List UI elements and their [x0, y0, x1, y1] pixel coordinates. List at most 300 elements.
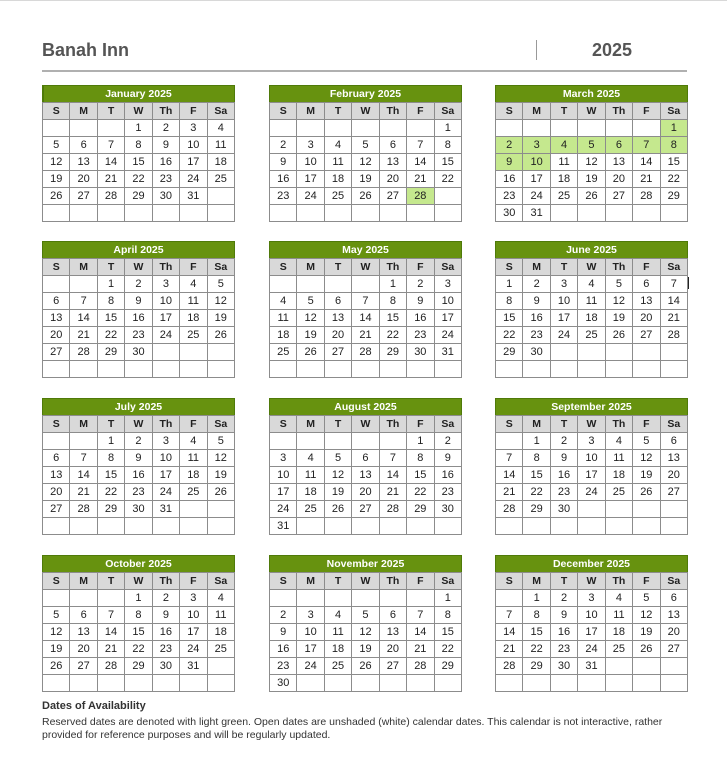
weekday-label: F	[633, 103, 660, 120]
empty-day-cell	[270, 120, 297, 137]
week-row	[496, 205, 688, 222]
weekday-label: W	[578, 259, 605, 276]
open-day-cell: 9	[152, 137, 179, 154]
week-row	[43, 344, 235, 361]
empty-day-cell	[550, 518, 577, 535]
month-title: June 2025	[495, 241, 688, 258]
empty-day-cell	[434, 675, 461, 692]
empty-day-cell	[43, 518, 70, 535]
week-row	[496, 154, 688, 171]
month-table	[42, 258, 235, 378]
open-day-cell: 6	[379, 137, 406, 154]
open-day-cell: 11	[550, 154, 577, 171]
open-day-cell: 14	[407, 624, 434, 641]
empty-day-cell	[407, 518, 434, 535]
weekday-label: S	[43, 573, 70, 590]
open-day-cell: 16	[434, 467, 461, 484]
empty-day-cell	[578, 344, 605, 361]
week-row	[496, 467, 688, 484]
month-calendar	[495, 85, 688, 222]
open-day-cell: 22	[434, 641, 461, 658]
open-day-cell: 5	[43, 137, 70, 154]
open-day-cell: 26	[352, 188, 379, 205]
open-day-cell: 13	[70, 624, 97, 641]
open-day-cell: 27	[43, 344, 70, 361]
open-day-cell: 19	[43, 641, 70, 658]
open-day-cell: 24	[578, 484, 605, 501]
empty-day-cell	[70, 433, 97, 450]
weekday-label: W	[352, 259, 379, 276]
weekday-row	[270, 573, 462, 590]
open-day-cell: 4	[207, 590, 234, 607]
open-day-cell: 15	[660, 154, 687, 171]
open-day-cell: 3	[180, 590, 207, 607]
open-day-cell: 21	[407, 171, 434, 188]
open-day-cell: 18	[578, 310, 605, 327]
open-day-cell: 31	[434, 344, 461, 361]
open-day-cell: 26	[578, 188, 605, 205]
open-day-cell: 26	[352, 658, 379, 675]
empty-day-cell	[43, 120, 70, 137]
empty-day-cell	[70, 675, 97, 692]
open-day-cell: 19	[324, 484, 351, 501]
open-day-cell: 25	[605, 484, 632, 501]
weekday-label: Th	[379, 259, 406, 276]
open-day-cell: 29	[434, 658, 461, 675]
week-row	[43, 467, 235, 484]
month-title: April 2025	[42, 241, 235, 258]
open-day-cell: 28	[660, 327, 687, 344]
open-day-cell: 2	[125, 276, 152, 293]
weekday-row	[270, 259, 462, 276]
empty-day-cell	[578, 205, 605, 222]
empty-day-cell	[633, 344, 660, 361]
open-day-cell: 12	[352, 154, 379, 171]
empty-day-cell	[324, 433, 351, 450]
open-day-cell: 11	[180, 293, 207, 310]
open-day-cell: 20	[379, 171, 406, 188]
empty-day-cell	[605, 344, 632, 361]
weekday-label: Th	[605, 573, 632, 590]
open-day-cell: 30	[523, 344, 550, 361]
open-day-cell: 29	[660, 188, 687, 205]
reserved-day-cell: 10	[523, 154, 550, 171]
open-day-cell: 4	[180, 276, 207, 293]
open-day-cell: 15	[523, 467, 550, 484]
weekday-label: S	[43, 103, 70, 120]
empty-day-cell	[324, 361, 351, 378]
weekday-label: F	[180, 103, 207, 120]
open-day-cell: 7	[70, 293, 97, 310]
empty-day-cell	[270, 361, 297, 378]
weekday-label: S	[270, 573, 297, 590]
empty-day-cell	[125, 518, 152, 535]
month-title: May 2025	[269, 241, 462, 258]
open-day-cell: 18	[324, 171, 351, 188]
open-day-cell: 18	[207, 624, 234, 641]
week-row	[43, 120, 235, 137]
open-day-cell: 8	[407, 450, 434, 467]
empty-day-cell	[407, 361, 434, 378]
open-day-cell: 12	[578, 154, 605, 171]
open-day-cell: 30	[550, 658, 577, 675]
open-day-cell: 11	[207, 607, 234, 624]
open-day-cell: 20	[352, 484, 379, 501]
weekday-label: M	[297, 103, 324, 120]
open-day-cell: 27	[605, 188, 632, 205]
week-row	[496, 310, 688, 327]
open-day-cell: 23	[270, 188, 297, 205]
open-day-cell: 29	[97, 344, 124, 361]
week-row	[496, 624, 688, 641]
weekday-label: Sa	[660, 573, 687, 590]
month-title: March 2025	[495, 85, 688, 102]
open-day-cell: 17	[578, 467, 605, 484]
empty-day-cell	[379, 518, 406, 535]
month-calendar	[269, 398, 462, 535]
weekday-label: Sa	[434, 259, 461, 276]
open-day-cell: 21	[97, 641, 124, 658]
reserved-day-cell: 4	[550, 137, 577, 154]
weekday-label: W	[125, 573, 152, 590]
open-day-cell: 13	[352, 467, 379, 484]
open-day-cell: 1	[407, 433, 434, 450]
open-day-cell: 10	[297, 624, 324, 641]
week-row	[43, 433, 235, 450]
weekday-label: Th	[605, 103, 632, 120]
weekday-label: S	[43, 259, 70, 276]
week-row	[270, 293, 462, 310]
open-day-cell: 13	[43, 467, 70, 484]
empty-day-cell	[352, 205, 379, 222]
week-row	[43, 658, 235, 675]
open-day-cell: 25	[180, 327, 207, 344]
empty-day-cell	[496, 433, 523, 450]
open-day-cell: 13	[43, 310, 70, 327]
empty-day-cell	[496, 675, 523, 692]
weekday-label: Th	[379, 573, 406, 590]
open-day-cell: 29	[97, 501, 124, 518]
week-row	[270, 450, 462, 467]
month-table	[42, 415, 235, 535]
week-row	[496, 518, 688, 535]
open-day-cell: 20	[70, 171, 97, 188]
open-day-cell: 30	[152, 188, 179, 205]
weekday-label: Sa	[207, 103, 234, 120]
weekday-label: Sa	[207, 416, 234, 433]
open-day-cell: 3	[152, 276, 179, 293]
open-day-cell: 23	[407, 327, 434, 344]
empty-day-cell	[70, 205, 97, 222]
weekday-label: F	[180, 259, 207, 276]
empty-day-cell	[97, 590, 124, 607]
month-title: December 2025	[495, 555, 688, 572]
open-day-cell: 16	[523, 310, 550, 327]
month-calendar	[495, 241, 688, 378]
empty-day-cell	[434, 361, 461, 378]
week-row	[43, 310, 235, 327]
weekday-label: M	[297, 259, 324, 276]
open-day-cell: 12	[207, 293, 234, 310]
open-day-cell: 27	[70, 658, 97, 675]
month-calendar	[495, 555, 688, 692]
empty-day-cell	[352, 590, 379, 607]
open-day-cell: 22	[407, 484, 434, 501]
empty-day-cell	[578, 361, 605, 378]
open-day-cell: 19	[207, 310, 234, 327]
weekday-label: W	[578, 573, 605, 590]
empty-day-cell	[550, 344, 577, 361]
open-day-cell: 11	[270, 310, 297, 327]
weekday-row	[43, 259, 235, 276]
week-row	[496, 641, 688, 658]
empty-day-cell	[43, 433, 70, 450]
open-day-cell: 25	[324, 188, 351, 205]
open-day-cell: 8	[434, 137, 461, 154]
open-day-cell: 31	[270, 518, 297, 535]
weekday-label: F	[633, 573, 660, 590]
open-day-cell: 5	[633, 590, 660, 607]
empty-day-cell	[125, 205, 152, 222]
open-day-cell: 7	[496, 607, 523, 624]
open-day-cell: 25	[297, 501, 324, 518]
reserved-day-cell: 5	[578, 137, 605, 154]
open-day-cell: 18	[297, 484, 324, 501]
empty-day-cell	[70, 120, 97, 137]
open-day-cell: 11	[605, 450, 632, 467]
month-calendar	[495, 398, 688, 535]
week-row	[496, 590, 688, 607]
open-day-cell: 10	[180, 607, 207, 624]
week-row	[270, 188, 462, 205]
empty-day-cell	[660, 205, 687, 222]
open-day-cell: 6	[352, 450, 379, 467]
open-day-cell: 4	[324, 137, 351, 154]
open-day-cell: 23	[496, 188, 523, 205]
weekday-label: W	[352, 573, 379, 590]
open-day-cell: 2	[270, 607, 297, 624]
week-row	[270, 658, 462, 675]
empty-day-cell	[207, 188, 234, 205]
open-day-cell: 12	[633, 607, 660, 624]
empty-day-cell	[207, 675, 234, 692]
reserved-day-cell: 8	[660, 137, 687, 154]
weekday-row	[43, 416, 235, 433]
open-day-cell: 30	[125, 344, 152, 361]
open-day-cell: 7	[70, 450, 97, 467]
weekday-label: S	[270, 416, 297, 433]
week-row	[43, 276, 235, 293]
open-day-cell: 27	[379, 188, 406, 205]
empty-day-cell	[270, 433, 297, 450]
weekday-label: W	[125, 259, 152, 276]
open-day-cell: 23	[550, 484, 577, 501]
open-day-cell: 27	[70, 188, 97, 205]
open-day-cell: 29	[125, 188, 152, 205]
open-day-cell: 15	[407, 467, 434, 484]
open-day-cell: 2	[550, 590, 577, 607]
weekday-label: T	[324, 259, 351, 276]
empty-day-cell	[633, 120, 660, 137]
open-day-cell: 25	[207, 171, 234, 188]
week-row	[496, 450, 688, 467]
week-row	[43, 154, 235, 171]
empty-day-cell	[125, 361, 152, 378]
open-day-cell: 17	[152, 310, 179, 327]
empty-day-cell	[180, 675, 207, 692]
open-day-cell: 7	[352, 293, 379, 310]
open-day-cell: 9	[523, 293, 550, 310]
open-day-cell: 16	[152, 624, 179, 641]
open-day-cell: 30	[550, 501, 577, 518]
week-row	[270, 641, 462, 658]
week-row	[43, 641, 235, 658]
week-row	[270, 624, 462, 641]
open-day-cell: 24	[270, 501, 297, 518]
open-day-cell: 8	[496, 293, 523, 310]
open-day-cell: 8	[523, 450, 550, 467]
open-day-cell: 5	[324, 450, 351, 467]
open-day-cell: 4	[270, 293, 297, 310]
open-day-cell: 31	[180, 658, 207, 675]
week-row	[43, 607, 235, 624]
open-day-cell: 6	[70, 607, 97, 624]
empty-day-cell	[207, 205, 234, 222]
text-cursor	[688, 277, 689, 289]
weekday-label: M	[70, 416, 97, 433]
month-calendar	[42, 555, 235, 692]
empty-day-cell	[180, 501, 207, 518]
open-day-cell: 14	[660, 293, 687, 310]
open-day-cell: 18	[270, 327, 297, 344]
open-day-cell: 11	[180, 450, 207, 467]
open-day-cell: 8	[434, 607, 461, 624]
open-day-cell: 20	[43, 327, 70, 344]
open-day-cell: 27	[660, 484, 687, 501]
weekday-label: Th	[605, 259, 632, 276]
empty-day-cell	[523, 120, 550, 137]
open-day-cell: 8	[125, 137, 152, 154]
empty-day-cell	[152, 675, 179, 692]
weekday-label: Th	[152, 259, 179, 276]
open-day-cell: 6	[660, 590, 687, 607]
open-day-cell: 15	[97, 310, 124, 327]
week-row	[496, 501, 688, 518]
open-day-cell: 17	[152, 467, 179, 484]
week-row	[270, 518, 462, 535]
month-calendar	[269, 555, 462, 692]
week-row	[270, 484, 462, 501]
open-day-cell: 19	[207, 467, 234, 484]
open-day-cell: 6	[633, 276, 660, 293]
empty-day-cell	[496, 361, 523, 378]
week-row	[43, 518, 235, 535]
empty-day-cell	[97, 518, 124, 535]
open-day-cell: 5	[207, 276, 234, 293]
week-row	[496, 675, 688, 692]
open-day-cell: 11	[297, 467, 324, 484]
open-day-cell: 25	[578, 327, 605, 344]
open-day-cell: 9	[125, 450, 152, 467]
week-row	[496, 137, 688, 154]
empty-day-cell	[379, 205, 406, 222]
weekday-label: T	[324, 573, 351, 590]
open-day-cell: 21	[352, 327, 379, 344]
open-day-cell: 28	[97, 188, 124, 205]
weekday-label: Sa	[434, 573, 461, 590]
open-day-cell: 28	[352, 344, 379, 361]
open-day-cell: 9	[152, 607, 179, 624]
week-row	[496, 658, 688, 675]
open-day-cell: 30	[496, 205, 523, 222]
open-day-cell: 18	[605, 624, 632, 641]
month-table	[269, 415, 462, 535]
empty-day-cell	[270, 205, 297, 222]
weekday-label: M	[523, 259, 550, 276]
open-day-cell: 22	[97, 484, 124, 501]
open-day-cell: 3	[578, 433, 605, 450]
empty-day-cell	[379, 433, 406, 450]
open-day-cell: 27	[352, 501, 379, 518]
open-day-cell: 2	[125, 433, 152, 450]
empty-day-cell	[407, 590, 434, 607]
empty-day-cell	[180, 205, 207, 222]
open-day-cell: 12	[43, 154, 70, 171]
open-day-cell: 19	[633, 467, 660, 484]
month-calendar	[42, 241, 235, 378]
weekday-label: T	[324, 103, 351, 120]
weekday-label: Sa	[660, 416, 687, 433]
week-row	[270, 467, 462, 484]
open-day-cell: 22	[434, 171, 461, 188]
week-row	[270, 310, 462, 327]
open-day-cell: 30	[152, 658, 179, 675]
empty-day-cell	[324, 518, 351, 535]
empty-day-cell	[496, 590, 523, 607]
empty-day-cell	[152, 361, 179, 378]
empty-day-cell	[605, 361, 632, 378]
open-day-cell: 2	[434, 433, 461, 450]
open-day-cell: 6	[660, 433, 687, 450]
week-row	[43, 450, 235, 467]
empty-day-cell	[297, 276, 324, 293]
weekday-row	[43, 103, 235, 120]
weekday-label: T	[97, 573, 124, 590]
weekday-label: Sa	[434, 416, 461, 433]
weekday-label: F	[407, 259, 434, 276]
open-day-cell: 23	[523, 327, 550, 344]
weekday-label: W	[352, 103, 379, 120]
week-row	[270, 205, 462, 222]
open-day-cell: 5	[297, 293, 324, 310]
open-day-cell: 4	[324, 607, 351, 624]
month-table	[269, 102, 462, 222]
open-day-cell: 17	[180, 624, 207, 641]
open-day-cell: 21	[660, 310, 687, 327]
empty-day-cell	[207, 658, 234, 675]
open-day-cell: 31	[180, 188, 207, 205]
empty-day-cell	[434, 518, 461, 535]
weekday-label: F	[407, 416, 434, 433]
open-day-cell: 5	[605, 276, 632, 293]
open-day-cell: 9	[550, 607, 577, 624]
open-day-cell: 15	[434, 154, 461, 171]
open-day-cell: 3	[550, 276, 577, 293]
open-day-cell: 28	[496, 501, 523, 518]
open-day-cell: 16	[152, 154, 179, 171]
open-day-cell: 26	[605, 327, 632, 344]
empty-day-cell	[660, 518, 687, 535]
